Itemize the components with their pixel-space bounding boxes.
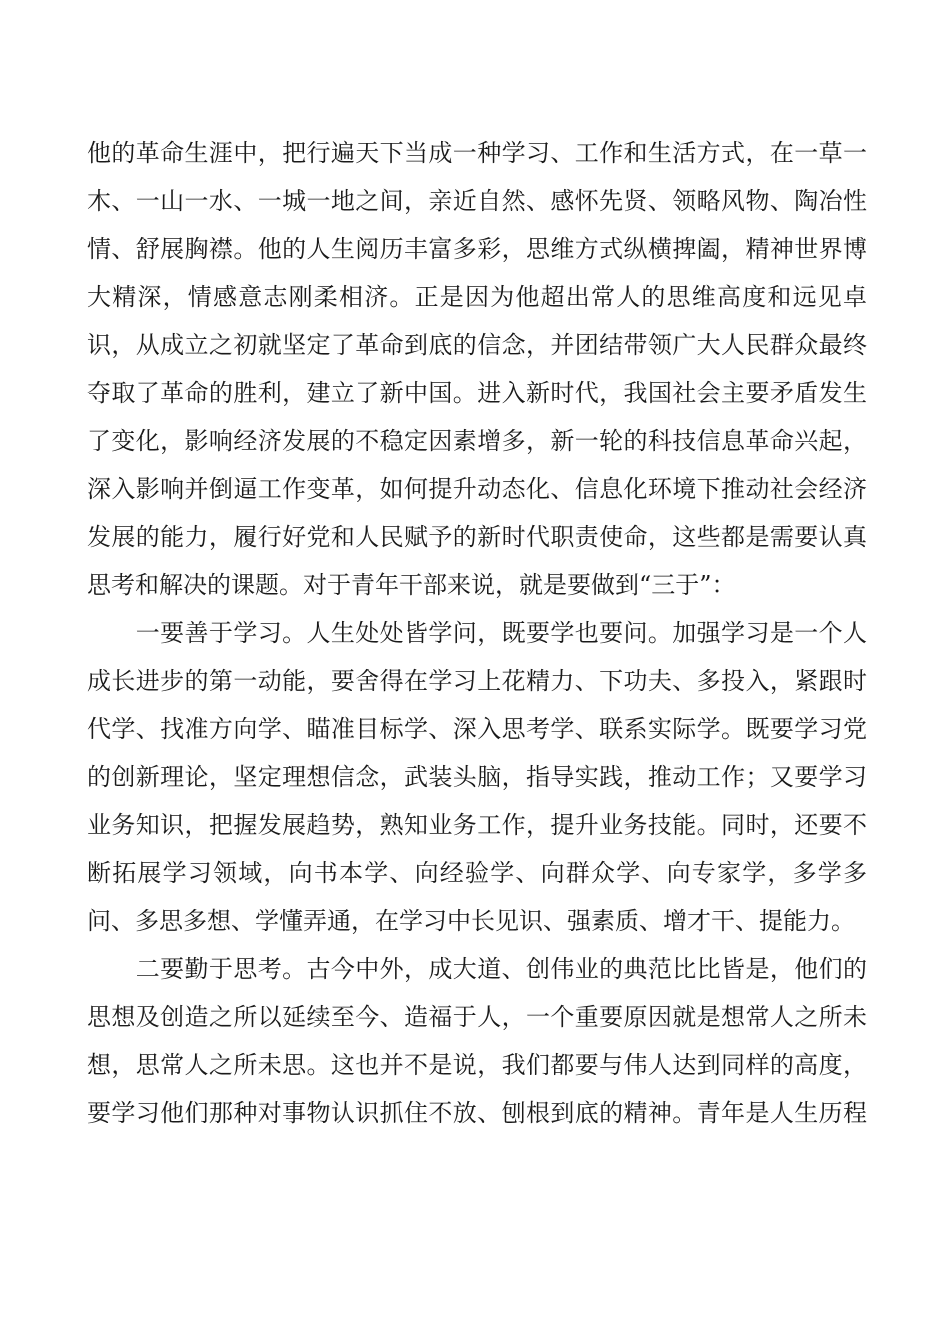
text-line: 成长进步的第一动能，要舍得在学习上花精力、下功夫、多投入，紧跟时: [87, 667, 867, 695]
text-line: 大精深，情感意志刚柔相济。正是因为他超出常人的思维高度和远见卓: [87, 283, 867, 311]
text-line: 的创新理论，坚定理想信念，武装头脑，指导实践，推动工作；又要学习: [87, 763, 867, 791]
text-line: 夺取了革命的胜利，建立了新中国。进入新时代，我国社会主要矛盾发生: [87, 379, 867, 407]
body-text: [87, 129, 867, 1137]
text-line: 代学、找准方向学、瞄准目标学、深入思考学、联系实际学。既要学习党: [87, 715, 867, 743]
text-line: 想，思常人之所未思。这也并不是说，我们都要与伟人达到同样的高度，: [87, 1051, 867, 1079]
text-line: 问、多思多想、学懂弄通，在学习中长见识、强素质、增才干、提能力。: [87, 907, 855, 935]
text-line: 思想及创造之所以延续至今、造福于人，一个重要原因就是想常人之所未: [87, 1003, 867, 1031]
text-line: 识，从成立之初就坚定了革命到底的信念，并团结带领广大人民群众最终: [87, 331, 867, 359]
text-line: 思考和解决的课题。对于青年干部来说，就是要做到“三于”：: [87, 571, 736, 599]
text-line: 情、舒展胸襟。他的人生阅历丰富多彩，思维方式纵横捭阖，精神世界博: [87, 235, 867, 263]
text-line: 业务知识，把握发展趋势，熟知业务工作，提升业务技能。同时，还要不: [87, 811, 867, 839]
text-line: 断拓展学习领域，向书本学、向经验学、向群众学、向专家学，多学多: [87, 859, 867, 887]
text-line: 了变化，影响经济发展的不稳定因素增多，新一轮的科技信息革命兴起，: [87, 427, 867, 455]
text-line: 一要善于学习。人生处处皆学问，既要学也要问。加强学习是一个人: [87, 619, 867, 647]
text-line: 二要勤于思考。古今中外，成大道、创伟业的典范比比皆是，他们的: [87, 955, 867, 983]
text-line: 发展的能力，履行好党和人民赋予的新时代职责使命，这些都是需要认真: [87, 523, 867, 551]
text-line: 深入影响并倒逼工作变革，如何提升动态化、信息化环境下推动社会经济: [87, 475, 867, 503]
text-line: 木、一山一水、一城一地之间，亲近自然、感怀先贤、领略风物、陶冶性: [87, 187, 867, 215]
text-line: 他的革命生涯中，把行遍天下当成一种学习、工作和生活方式，在一草一: [87, 139, 867, 167]
text-line: 要学习他们那种对事物认识抓住不放、刨根到底的精神。青年是人生历程: [87, 1099, 867, 1127]
